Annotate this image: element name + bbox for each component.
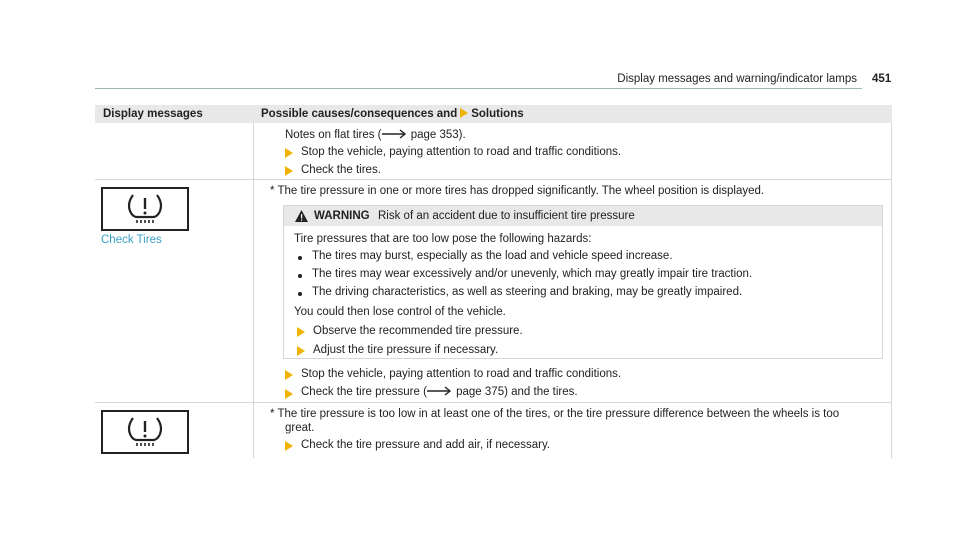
bullet-icon (298, 256, 302, 260)
warning-box (283, 205, 883, 359)
warning-bullet: The driving characteristics, as well as steering and braking, may be greatly impaired. (312, 286, 743, 298)
step-arrow-icon (297, 327, 305, 337)
check-pressure-step: Check the tire pressure ( (301, 386, 427, 398)
table-header (95, 105, 892, 123)
column-divider (253, 123, 254, 458)
page-ref-arrow-icon (382, 129, 408, 139)
page-ref-arrow-icon (427, 386, 453, 396)
flat-tires-note (285, 129, 466, 141)
warning-consequence: You could then lose control of the vehicle. (294, 306, 506, 318)
tire-pressure-warning-icon (101, 410, 189, 454)
col-causes-label: Possible causes/consequences and (261, 108, 458, 120)
cause-text: * The tire pressure in one or more tires has dropped significantly. The wheel position is displayed. (270, 185, 765, 197)
step-text (301, 386, 578, 398)
cause-text: * The tire pressure is too low in at least one of the tires, or the tire pressure difference between the wheels is too (270, 408, 840, 420)
bullet-icon (298, 292, 302, 296)
warning-step: Adjust the tire pressure if necessary. (313, 344, 499, 356)
flat-tires-note-text: Notes on flat tires ( (285, 129, 382, 141)
bullet-icon (298, 274, 302, 278)
warning-label: WARNING (314, 210, 370, 222)
row-divider (95, 179, 892, 180)
table-right-border (891, 123, 892, 458)
header-rule (95, 88, 862, 89)
check-tires-link[interactable]: Check Tires (101, 234, 162, 246)
warning-bullet: The tires may wear excessively and/or unevenly, which may greatly impair tire traction. (312, 268, 753, 280)
step-arrow-icon (285, 370, 293, 380)
col-solutions-label: Solutions (471, 108, 524, 120)
warning-step: Observe the recommended tire pressure. (313, 325, 523, 337)
tire-pressure-page-ref[interactable]: page 375) and the tires. (456, 386, 578, 398)
col-display-messages: Display messages (103, 108, 203, 120)
warning-header (284, 206, 882, 226)
step-arrow-icon (285, 441, 293, 451)
flat-tires-page-ref[interactable]: page 353). (410, 129, 466, 141)
warning-intro: Tire pressures that are too low pose the following hazards: (294, 233, 592, 245)
step-text: Stop the vehicle, paying attention to road and traffic conditions. (301, 146, 622, 158)
tire-pressure-warning-icon (101, 187, 189, 231)
step-text: Check the tire pressure and add air, if necessary. (301, 439, 551, 451)
warning-triangle-icon (295, 210, 308, 222)
step-text: Check the tires. (301, 164, 381, 176)
col-causes-solutions (261, 108, 524, 120)
section-title: Display messages and warning/indicator lamps (617, 73, 857, 85)
step-arrow-icon (285, 389, 293, 399)
solution-arrow-icon (460, 108, 468, 118)
step-text: Stop the vehicle, paying attention to road and traffic conditions. (301, 368, 622, 380)
step-arrow-icon (285, 148, 293, 158)
page-number: 451 (872, 73, 892, 85)
warning-bullet: The tires may burst, especially as the load and vehicle speed increase. (312, 250, 673, 262)
warning-title: Risk of an accident due to insufficient tire pressure (378, 210, 635, 222)
row-divider (95, 402, 892, 403)
step-arrow-icon (285, 166, 293, 176)
cause-text-cont: great. (285, 422, 315, 434)
step-arrow-icon (297, 346, 305, 356)
